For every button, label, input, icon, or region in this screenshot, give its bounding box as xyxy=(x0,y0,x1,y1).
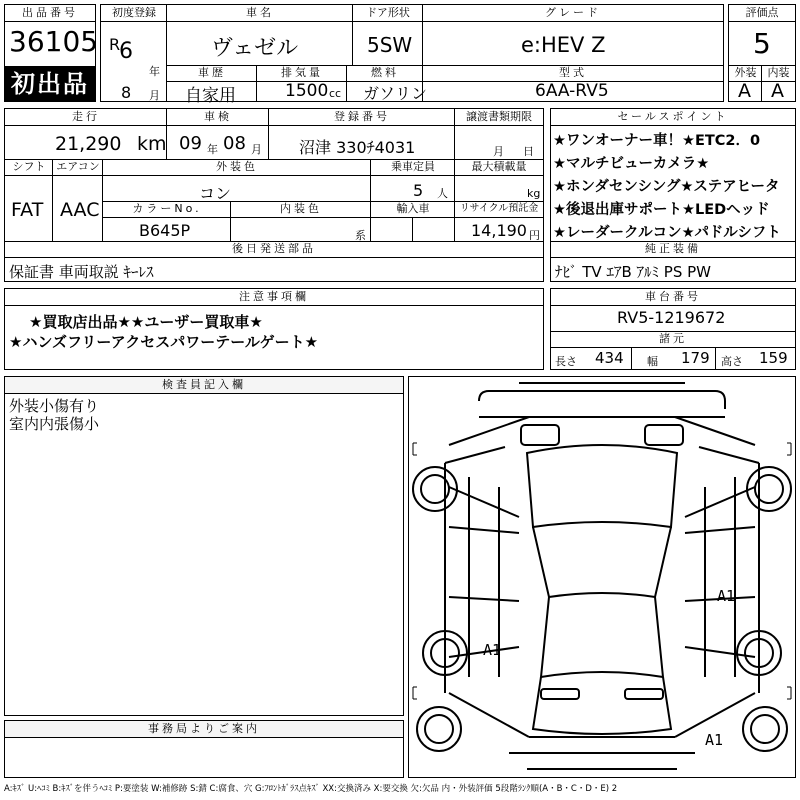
height: 159 xyxy=(759,349,788,367)
sales-line: ★後退出庫サポート★LEDヘッド xyxy=(553,202,770,218)
sales-line: ★レーダークルコン★パドルシフト xyxy=(553,225,781,241)
color-label: 外装色 xyxy=(103,159,371,176)
import-label: 輸入車 xyxy=(371,201,455,218)
seats: 5 xyxy=(413,181,424,200)
recycle-unit: 円 xyxy=(529,229,540,242)
chassis-number: RV5-1219672 xyxy=(617,308,726,327)
detail-box xyxy=(4,108,544,282)
recycle-fee: 14,190 xyxy=(471,221,527,240)
intcolor-label: 内装色 xyxy=(231,201,371,218)
shift: FAT xyxy=(11,199,44,221)
load-label: 最大積載量 xyxy=(455,159,543,176)
score-label: 評価点 xyxy=(729,5,795,22)
name-label: 車名 xyxy=(167,5,353,22)
inspector-line: 室内内張傷小 xyxy=(9,415,100,433)
history-label: 車歴 xyxy=(167,65,257,82)
reg-month-unit: 月 xyxy=(149,89,160,102)
inspect-label: 車検 xyxy=(167,109,269,126)
height-label: 高さ xyxy=(721,355,743,368)
seats-label: 乗車定員 xyxy=(371,159,455,176)
width-label: 幅 xyxy=(647,355,658,368)
chassis-label: 車台番号 xyxy=(551,289,795,306)
inspector-box xyxy=(4,376,404,716)
sales-box xyxy=(550,108,796,282)
insp-month-unit: 月 xyxy=(251,143,262,156)
reg-era: R xyxy=(109,35,121,54)
ac-label: エアコン xyxy=(53,159,103,176)
equip-label: 純正装備 xyxy=(551,241,795,258)
sales-line: ★ワンオーナー車！★ETC2．0 xyxy=(553,133,761,149)
mileage: 21,290 xyxy=(55,133,122,155)
intcolor-unit: 系 xyxy=(355,229,366,242)
reg-number: 沼津 330ﾁ4031 xyxy=(299,138,416,157)
score: 5 xyxy=(753,27,771,60)
displacement: 1500 xyxy=(285,81,329,101)
notes-box xyxy=(4,288,544,370)
damage-mark: A1 xyxy=(483,641,502,659)
dims-label: 諸元 xyxy=(551,331,795,348)
length: 434 xyxy=(595,349,624,367)
first-listing-badge: 初出品 xyxy=(4,66,96,102)
shift-label: シフト xyxy=(5,159,53,176)
mileage-unit: km xyxy=(137,133,167,155)
width: 179 xyxy=(681,349,710,367)
model-label: 型式 xyxy=(423,65,723,82)
damage-mark: A1 xyxy=(717,587,736,605)
fuel-label: 燃料 xyxy=(347,65,423,82)
office-label: 事務局よりご案内 xyxy=(5,721,403,738)
sales-line: ★マルチビューカメラ★ xyxy=(553,156,710,172)
notes-line: ★ハンズフリーアクセスパワーテールゲート★ xyxy=(9,333,319,351)
chassis-box xyxy=(550,288,796,370)
grade-label: グレード xyxy=(423,5,723,22)
load-unit: kg xyxy=(527,187,541,200)
later-label: 後日発送部品 xyxy=(5,241,543,258)
colorno-label: カラーNo. xyxy=(103,201,231,218)
aircon: AAC xyxy=(60,199,100,221)
transfer-label: 譲渡書類期限 xyxy=(455,109,543,126)
score-box xyxy=(728,4,796,102)
grade: e:HEV Z xyxy=(521,33,606,57)
transfer-day-unit: 日 xyxy=(523,145,534,158)
color-number: B645P xyxy=(139,221,191,240)
int-label: 内装 xyxy=(762,65,795,82)
reg-year: 6 xyxy=(119,39,133,64)
reg-month: 8 xyxy=(121,83,132,102)
notes-label: 注意事項欄 xyxy=(5,289,543,306)
legend: A:ｷｽﾞ U:ﾍｺﾐ B:ｷｽﾞを伴うﾍｺﾐ P:要塗装 W:補修跡 S:錆 C:腐食、穴 G:ﾌﾛﾝﾄｶﾞﾗｽ点ｷｽﾞ XX:交換済み X:要交換 欠:欠品 内・外装評価 5段階ﾗﾝｸ順(A・B・C・D・E) 2 xyxy=(4,784,618,794)
transfer-month-unit: 月 xyxy=(493,145,504,158)
disp-unit: cc xyxy=(329,87,342,100)
insp-year-unit: 年 xyxy=(207,143,218,156)
lot-number: 36105 xyxy=(9,25,99,58)
inspector-label: 検査員記入欄 xyxy=(5,377,403,394)
sales-line: ★ホンダセンシング★ステアヒータ xyxy=(553,179,780,195)
lot-label: 出品番号 xyxy=(5,5,95,22)
vehicle-header-box xyxy=(100,4,724,106)
ext-label: 外装 xyxy=(729,65,762,82)
disp-label: 排気量 xyxy=(257,65,347,82)
body-color: コン xyxy=(199,184,232,203)
regno-label: 登録番号 xyxy=(269,109,455,126)
equipment: ﾅﾋﾞ TV ｴｱB ｱﾙﾐ PS PW xyxy=(555,263,711,281)
later-parts: 保証書 車両取説 ｷｰﾚｽ xyxy=(9,263,154,281)
model-code: 6AA-RV5 xyxy=(535,81,609,101)
sales-label: セールスポイント xyxy=(551,109,795,126)
car-diagram-box xyxy=(408,376,796,778)
inspector-line: 外装小傷有り xyxy=(9,397,100,415)
car-name: ヴェゼル xyxy=(211,36,299,61)
length-label: 長さ xyxy=(555,355,577,368)
fuel: ガソリン xyxy=(363,84,428,103)
mileage-label: 走行 xyxy=(5,109,167,126)
door-label: ドア形状 xyxy=(353,5,423,22)
reg-label: 初度登録 xyxy=(101,5,167,22)
door-type: 5SW xyxy=(367,33,413,57)
damage-mark: A1 xyxy=(705,731,724,749)
car-diagram xyxy=(409,377,795,777)
ext-grade: A xyxy=(738,80,751,102)
notes-line: ★買取店出品★★ユーザー買取車★ xyxy=(29,313,263,331)
reg-year-unit: 年 xyxy=(149,65,160,78)
office-box xyxy=(4,720,404,778)
seats-unit: 人 xyxy=(437,187,448,200)
int-grade: A xyxy=(771,80,784,102)
recycle-label: リサイクル預託金 xyxy=(455,201,543,218)
history: 自家用 xyxy=(185,86,236,106)
insp-year: 09 xyxy=(179,133,202,154)
insp-month: 08 xyxy=(223,133,246,154)
